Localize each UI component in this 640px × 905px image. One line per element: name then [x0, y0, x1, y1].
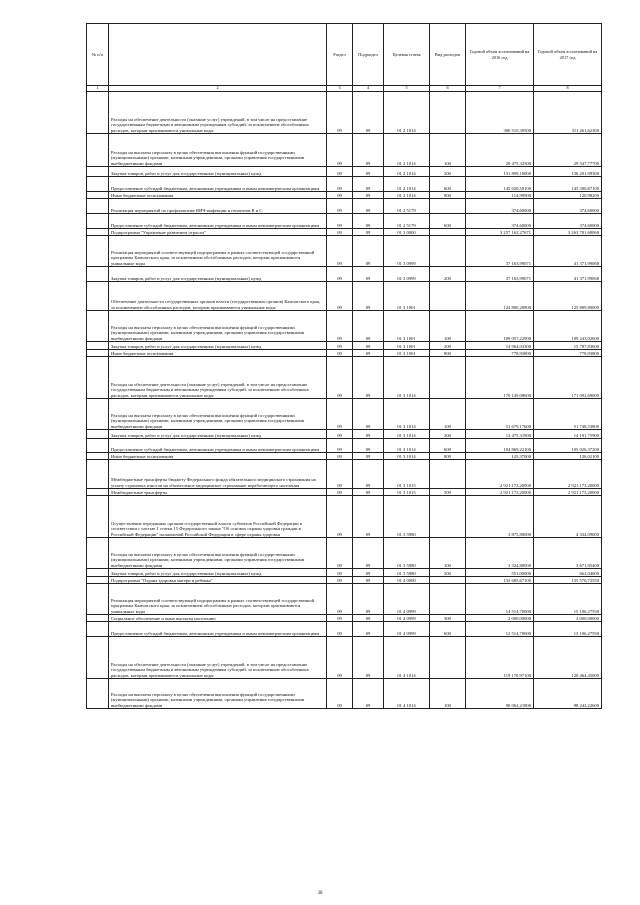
row-num-cell [87, 192, 109, 199]
row-amount-2017-cell: 4 334,09000 [534, 496, 602, 538]
row-amount-2016-cell: 778,93800 [466, 350, 534, 357]
row-amount-2016-cell: 37 163,99071 [466, 236, 534, 267]
row-amount-2016-cell: 170 149,08600 [466, 357, 534, 399]
row-name-cell: Межбюджетные трансферты [109, 489, 327, 496]
row-num-cell [87, 453, 109, 460]
row-subsection-cell: 09 [353, 615, 384, 622]
table-row [87, 229, 602, 236]
column-number: 3 [327, 86, 353, 92]
column-number: 2 [109, 86, 327, 92]
row-subsection-cell: 09 [353, 342, 384, 350]
row-subsection-cell: 09 [353, 569, 384, 577]
row-target-cell: 01 3 1015 [384, 489, 430, 496]
column-number: 1 [87, 86, 109, 92]
table-row [87, 615, 602, 622]
row-amount-2016-cell: 306 510,39500 [466, 92, 534, 134]
row-subsection-cell: 09 [353, 236, 384, 267]
row-section-cell: 09 [327, 311, 353, 342]
row-target-cell: 01 4 1014 [384, 679, 430, 709]
row-amount-2016-cell: 2 921 173,20000 [466, 489, 534, 496]
row-name-cell: Подпрограмма "Охрана здоровья матери и ребенка" [109, 577, 327, 584]
row-amount-2016-cell: 104 869,22100 [466, 439, 534, 453]
table-row [87, 679, 602, 709]
column-number: 4 [353, 86, 384, 92]
row-section-cell: 09 [327, 399, 353, 430]
row-expense-type-cell [430, 229, 466, 236]
row-subsection-cell: 09 [353, 177, 384, 192]
table-row [87, 399, 602, 430]
header-num: № п/п [87, 24, 109, 86]
table-row [87, 282, 602, 311]
row-num-cell [87, 214, 109, 229]
row-name-cell: Подпрограмма "Управление развитием отрасли" [109, 229, 327, 236]
row-subsection-cell: 09 [353, 134, 384, 167]
row-amount-2016-cell: 37 163,99071 [466, 267, 534, 282]
row-expense-type-cell: 200 [430, 267, 466, 282]
row-subsection-cell: 09 [353, 350, 384, 357]
row-expense-type-cell: 800 [430, 192, 466, 199]
row-amount-2016-cell: 13 475,31900 [466, 430, 534, 439]
row-amount-2016-cell: 114,99900 [466, 192, 534, 199]
row-target-cell: 01 3 1014 [384, 430, 430, 439]
row-subsection-cell: 09 [353, 399, 384, 430]
row-subsection-cell: 09 [353, 92, 384, 134]
row-expense-type-cell: 800 [430, 350, 466, 357]
row-amount-2017-cell: 145 390,87100 [534, 177, 602, 192]
row-name-cell: Межбюджетные трансферты бюджету Федерального фонда обязательного медицинского страхования на уплату страховых взносов на обязательное медицинское страхование неработающего населения [109, 460, 327, 489]
header-target: Целевая статья [384, 24, 430, 86]
row-section-cell: 09 [327, 584, 353, 615]
table-row [87, 214, 602, 229]
row-num-cell [87, 637, 109, 679]
column-number: 8 [534, 86, 602, 92]
row-expense-type-cell [430, 282, 466, 311]
row-target-cell: 01 3 1001 [384, 350, 430, 357]
table-row [87, 134, 602, 167]
row-num-cell [87, 134, 109, 167]
row-amount-2017-cell: 109 243,02600 [534, 311, 602, 342]
row-name-cell: Расходы на выплаты персоналу в целях обеспечения выполнения функций государственными (муниципальными) органами, казенными учреждениями, органами управления государственными внебюджетными фондами [109, 399, 327, 430]
row-subsection-cell: 09 [353, 489, 384, 496]
row-expense-type-cell: 200 [430, 167, 466, 177]
row-section-cell: 09 [327, 236, 353, 267]
row-target-cell: 01 3 1001 [384, 282, 430, 311]
row-amount-2016-cell: 119 170,97100 [466, 637, 534, 679]
header-name [109, 24, 327, 86]
row-section-cell: 09 [327, 92, 353, 134]
row-section-cell: 09 [327, 577, 353, 584]
row-target-cell: 01 3 5980 [384, 538, 430, 569]
row-amount-2016-cell: 51 679,17600 [466, 399, 534, 430]
row-amount-2017-cell: 662,04600 [534, 569, 602, 577]
row-amount-2016-cell: 3 257 162,27671 [466, 229, 534, 236]
row-expense-type-cell: 100 [430, 679, 466, 709]
table-row [87, 167, 602, 177]
table-row [87, 489, 602, 496]
row-target-cell: 01 3 5980 [384, 569, 430, 577]
row-name-cell: Социальное обеспечение и иные выплаты населению [109, 615, 327, 622]
row-section-cell: 09 [327, 342, 353, 350]
row-target-cell: 01 2 1014 [384, 167, 430, 177]
table-row [87, 267, 602, 282]
row-expense-type-cell [430, 357, 466, 399]
row-amount-2017-cell: 51 748,53800 [534, 399, 602, 430]
row-amount-2016-cell: 12 514,70000 [466, 622, 534, 637]
row-section-cell: 09 [327, 229, 353, 236]
row-section-cell: 09 [327, 192, 353, 199]
row-num-cell [87, 167, 109, 177]
row-num-cell [87, 489, 109, 496]
row-amount-2017-cell: 13 106,27550 [534, 622, 602, 637]
row-num-cell [87, 350, 109, 357]
row-section-cell: 09 [327, 622, 353, 637]
row-subsection-cell: 09 [353, 267, 384, 282]
row-name-cell: Расходы на выплаты персоналу в целях обеспечения выполнения функций государственными (муниципальными) органами, казенными учреждениями, органами управления государственными внебюджетными фондами [109, 311, 327, 342]
table-row [87, 439, 602, 453]
row-amount-2017-cell: 136 201,99300 [534, 167, 602, 177]
row-section-cell: 09 [327, 569, 353, 577]
table-row [87, 350, 602, 357]
row-name-cell: Расходы на обеспечение деятельности (оказание услуг) учреждений, в том числе на предоставление государственным бюджетным и автономным учреждениям субсидий, за исключением обособленных расходов, которым присваиваются уникальные коды [109, 357, 327, 399]
row-num-cell [87, 92, 109, 134]
row-name-cell: Закупка товаров, работ и услуг для государственных (муниципальных) нужд [109, 569, 327, 577]
row-target-cell: 01 4 1014 [384, 637, 430, 679]
row-num-cell [87, 199, 109, 214]
row-target-cell: 01 3 0999 [384, 236, 430, 267]
row-section-cell: 09 [327, 214, 353, 229]
row-target-cell: 01 3 1001 [384, 311, 430, 342]
row-target-cell: 01 2 1014 [384, 134, 430, 167]
row-amount-2017-cell: 311 261,62300 [534, 92, 602, 134]
row-amount-2016-cell: 145 020,59100 [466, 177, 534, 192]
row-amount-2017-cell: 3 263 781,68068 [534, 229, 602, 236]
table-row [87, 622, 602, 637]
row-target-cell: 01 3 0999 [384, 267, 430, 282]
row-subsection-cell: 09 [353, 622, 384, 637]
row-expense-type-cell [430, 637, 466, 679]
row-section-cell: 09 [327, 430, 353, 439]
row-amount-2017-cell: 3 671,95400 [534, 538, 602, 569]
row-name-cell: Реализация мероприятий по профилактике ВИЧ-инфекции и гепатитов В и С [109, 199, 327, 214]
row-section-cell: 09 [327, 679, 353, 709]
row-name-cell: Предоставление субсидий бюджетным, автономным учреждениям и иным некоммерческим организациям [109, 177, 327, 192]
row-section-cell: 09 [327, 460, 353, 489]
row-amount-2017-cell: 15 787,83600 [534, 342, 602, 350]
row-expense-type-cell [430, 236, 466, 267]
row-target-cell: 01 3 0000 [384, 229, 430, 236]
row-num-cell [87, 460, 109, 489]
row-subsection-cell: 09 [353, 496, 384, 538]
row-amount-2016-cell: 125,37000 [466, 453, 534, 460]
row-section-cell: 09 [327, 615, 353, 622]
row-amount-2016-cell: 3 875,80000 [466, 496, 534, 538]
row-amount-2017-cell: 135 570,72550 [534, 577, 602, 584]
row-section-cell: 09 [327, 357, 353, 399]
row-num-cell [87, 577, 109, 584]
row-target-cell: 01 2 1014 [384, 192, 430, 199]
row-subsection-cell: 09 [353, 439, 384, 453]
row-amount-2017-cell: 778,93800 [534, 350, 602, 357]
row-expense-type-cell: 600 [430, 622, 466, 637]
row-amount-2017-cell: 125 809,80000 [534, 282, 602, 311]
row-name-cell: Реализация мероприятий соответствующей подпрограммы в рамках соответствующей государственной программы Камчатского края, за исключением обособленных расходов, которым присваиваются уникальные коды [109, 236, 327, 267]
table-row [87, 177, 602, 192]
row-target-cell: 01 4 0999 [384, 622, 430, 637]
row-target-cell: 01 3 1014 [384, 439, 430, 453]
row-num-cell [87, 267, 109, 282]
row-section-cell: 09 [327, 453, 353, 460]
row-section-cell: 09 [327, 350, 353, 357]
row-name-cell: Закупка товаров, работ и услуг для государственных (муниципальных) нужд [109, 342, 327, 350]
row-name-cell: Закупка товаров, работ и услуг для государственных (муниципальных) нужд [109, 430, 327, 439]
row-target-cell: 01 3 5980 [384, 496, 430, 538]
row-name-cell: Реализация мероприятий соответствующей подпрограммы в рамках соответствующей государственной программы Камчатского края, за исключением обособленных расходов, которым присваиваются уникальные коды [109, 584, 327, 615]
table-row [87, 92, 602, 134]
row-amount-2016-cell: 551,00000 [466, 569, 534, 577]
row-section-cell: 09 [327, 489, 353, 496]
table-row [87, 538, 602, 569]
row-amount-2017-cell: 120,98200 [534, 192, 602, 199]
row-name-cell: Предоставление субсидий бюджетным, автономным учреждениям и иным некоммерческим организациям [109, 439, 327, 453]
budget-table [86, 23, 602, 709]
row-subsection-cell: 09 [353, 311, 384, 342]
row-subsection-cell: 09 [353, 229, 384, 236]
row-expense-type-cell: 600 [430, 177, 466, 192]
row-section-cell: 09 [327, 637, 353, 679]
table-row [87, 460, 602, 489]
table-row [87, 496, 602, 538]
row-expense-type-cell: 100 [430, 311, 466, 342]
row-target-cell: 01 2 1014 [384, 177, 430, 192]
row-target-cell: 01 3 1015 [384, 460, 430, 489]
row-subsection-cell: 09 [353, 584, 384, 615]
row-expense-type-cell: 100 [430, 134, 466, 167]
row-name-cell: Предоставление субсидий бюджетным, автономным учреждениям и иным некоммерческим организациям [109, 622, 327, 637]
header-amount-2017: Годовой объем ассигнований на 2017 год [534, 24, 602, 86]
row-expense-type-cell: 300 [430, 615, 466, 622]
row-amount-2016-cell: 2 921 173,20000 [466, 460, 534, 489]
header-section: Раздел [327, 24, 353, 86]
row-name-cell: Расходы на обеспечение деятельности (оказание услуг) учреждений, в том числе на предоставление государственным бюджетным и автономным учреждениям субсидий, за исключением обособленных расходов, которым присваиваются уникальные коды [109, 637, 327, 679]
row-amount-2017-cell: 15 106,27550 [534, 584, 602, 615]
row-num-cell [87, 569, 109, 577]
row-amount-2016-cell: 14 514,70000 [466, 584, 534, 615]
table-row [87, 569, 602, 577]
row-name-cell: Закупка товаров, работ и услуг для государственных (муниципальных) нужд [109, 167, 327, 177]
row-num-cell [87, 342, 109, 350]
row-subsection-cell: 09 [353, 167, 384, 177]
row-expense-type-cell [430, 584, 466, 615]
row-num-cell [87, 229, 109, 236]
row-section-cell: 09 [327, 282, 353, 311]
row-expense-type-cell [430, 199, 466, 214]
row-num-cell [87, 622, 109, 637]
row-expense-type-cell: 200 [430, 430, 466, 439]
row-amount-2016-cell: 98 062,21800 [466, 679, 534, 709]
row-subsection-cell: 09 [353, 192, 384, 199]
row-subsection-cell: 09 [353, 460, 384, 489]
row-amount-2016-cell: 133 685,67100 [466, 577, 534, 584]
row-target-cell: 01 4 0000 [384, 577, 430, 584]
row-amount-2016-cell: 109 057,22900 [466, 311, 534, 342]
row-amount-2017-cell: 126,02100 [534, 453, 602, 460]
row-section-cell: 09 [327, 177, 353, 192]
row-expense-type-cell [430, 92, 466, 134]
row-amount-2016-cell: 3 324,80000 [466, 538, 534, 569]
row-name-cell: Иные бюджетные ассигнования [109, 453, 327, 460]
row-expense-type-cell: 200 [430, 342, 466, 350]
row-amount-2017-cell: 14 191,75900 [534, 430, 602, 439]
row-section-cell: 09 [327, 496, 353, 538]
row-target-cell: 01 3 1014 [384, 357, 430, 399]
row-section-cell: 09 [327, 538, 353, 569]
row-expense-type-cell: 600 [430, 214, 466, 229]
row-section-cell: 09 [327, 267, 353, 282]
table-row [87, 311, 602, 342]
row-num-cell [87, 496, 109, 538]
row-name-cell: Иные бюджетные ассигнования [109, 192, 327, 199]
row-amount-2016-cell: 124 800,20800 [466, 282, 534, 311]
table-row [87, 192, 602, 199]
row-expense-type-cell [430, 460, 466, 489]
row-num-cell [87, 439, 109, 453]
row-name-cell: Расходы на выплаты персоналу в целях обеспечения выполнения функций государственными (муниципальными) органами, казенными учреждениями, органами управления государственными внебюджетными фондами [109, 679, 327, 709]
row-num-cell [87, 615, 109, 622]
row-amount-2017-cell: 2 921 173,20000 [534, 489, 602, 496]
row-target-cell: 01 3 1014 [384, 399, 430, 430]
row-subsection-cell: 09 [353, 214, 384, 229]
row-target-cell: 01 3 1001 [384, 342, 430, 350]
row-amount-2017-cell: 2 921 173,20000 [534, 460, 602, 489]
column-number: 7 [466, 86, 534, 92]
row-target-cell: 01 2 1014 [384, 92, 430, 134]
row-num-cell [87, 282, 109, 311]
row-amount-2017-cell: 374,60000 [534, 199, 602, 214]
row-target-cell: 01 4 0999 [384, 584, 430, 615]
table-row [87, 453, 602, 460]
row-subsection-cell: 09 [353, 199, 384, 214]
row-amount-2017-cell: 171 092,69000 [534, 357, 602, 399]
row-expense-type-cell: 800 [430, 453, 466, 460]
row-expense-type-cell: 500 [430, 489, 466, 496]
row-subsection-cell: 09 [353, 577, 384, 584]
table-row [87, 637, 602, 679]
row-num-cell [87, 584, 109, 615]
row-expense-type-cell: 200 [430, 569, 466, 577]
table-row [87, 342, 602, 350]
row-amount-2017-cell: 105 026,37200 [534, 439, 602, 453]
row-name-cell: Осуществление переданных органам государственной власти субъектов Российской Федерации в соответствии с частью 1 статьи 15 Федерального закона "Об основах охраны здоровья граждан в Российской Федерации" полномочий Российской Федерации в сфере охраны здоровья [109, 496, 327, 538]
budget-document [86, 23, 601, 709]
row-expense-type-cell: 100 [430, 538, 466, 569]
row-amount-2016-cell: 374,60000 [466, 199, 534, 214]
row-amount-2016-cell: 14 964,03300 [466, 342, 534, 350]
row-amount-2017-cell: 98 242,22600 [534, 679, 602, 709]
row-subsection-cell: 09 [353, 282, 384, 311]
row-amount-2017-cell: 41 371,99068 [534, 236, 602, 267]
row-num-cell [87, 357, 109, 399]
header-expense-type: Вид расходов [430, 24, 466, 86]
row-target-cell: 01 4 0999 [384, 615, 430, 622]
row-amount-2016-cell: 131 899,18000 [466, 167, 534, 177]
row-subsection-cell: 09 [353, 453, 384, 460]
row-name-cell: Расходы на выплаты персоналу в целях обеспечения выполнения функций государственными (муниципальными) органами, казенными учреждениями, органами управления государственными внебюджетными фондами [109, 538, 327, 569]
header-amount-2016: Годовой объем ассигнований на 2016 год [466, 24, 534, 86]
row-subsection-cell: 09 [353, 679, 384, 709]
row-num-cell [87, 311, 109, 342]
row-subsection-cell: 09 [353, 538, 384, 569]
row-subsection-cell: 09 [353, 357, 384, 399]
row-target-cell: 01 3 1014 [384, 453, 430, 460]
row-name-cell: Обеспечение деятельности государственных органов власти (государственных органов) Камчатского края, за исключением обособленных расходов, которым присваиваются уникальные коды [109, 282, 327, 311]
row-amount-2016-cell: 29 475,32500 [466, 134, 534, 167]
row-name-cell: Расходы на обеспечение деятельности (оказание услуг) учреждений, в том числе на предоставление государственным бюджетным и автономным учреждениям субсидий, за исключением обособленных расходов, которым присваиваются уникальные коды [109, 92, 327, 134]
row-amount-2017-cell: 374,60000 [534, 214, 602, 229]
row-num-cell [87, 236, 109, 267]
row-subsection-cell: 09 [353, 430, 384, 439]
row-section-cell: 09 [327, 134, 353, 167]
row-num-cell [87, 430, 109, 439]
table-row [87, 430, 602, 439]
table-body [87, 92, 602, 709]
row-name-cell: Предоставление субсидий бюджетным, автономным учреждениям и иным некоммерческим организациям [109, 214, 327, 229]
row-name-cell: Расходы на выплаты персоналу в целях обеспечения выполнения функций государственными (муниципальными) органами, казенными учреждениями, органами управления государственными внебюджетными фондами [109, 134, 327, 167]
row-amount-2017-cell: 120 464,45000 [534, 637, 602, 679]
row-subsection-cell: 09 [353, 637, 384, 679]
row-amount-2017-cell: 41 371,99068 [534, 267, 602, 282]
row-num-cell [87, 538, 109, 569]
row-amount-2017-cell: 29 547,77700 [534, 134, 602, 167]
table-row [87, 584, 602, 615]
row-target-cell: 01 2 5179 [384, 214, 430, 229]
row-section-cell: 09 [327, 167, 353, 177]
column-number: 5 [384, 86, 430, 92]
row-num-cell [87, 177, 109, 192]
table-row [87, 357, 602, 399]
row-amount-2016-cell: 374,60000 [466, 214, 534, 229]
row-section-cell: 09 [327, 199, 353, 214]
table-row [87, 577, 602, 584]
row-expense-type-cell: 600 [430, 439, 466, 453]
row-name-cell: Закупка товаров, работ и услуг для государственных (муниципальных) нужд [109, 267, 327, 282]
page-number: 38 [317, 891, 323, 896]
table-row [87, 236, 602, 267]
row-expense-type-cell [430, 577, 466, 584]
table-row [87, 199, 602, 214]
row-name-cell: Иные бюджетные ассигнования [109, 350, 327, 357]
row-num-cell [87, 399, 109, 430]
row-expense-type-cell: 100 [430, 399, 466, 430]
header-row [87, 24, 602, 86]
row-amount-2016-cell: 2 000,00000 [466, 615, 534, 622]
row-expense-type-cell [430, 496, 466, 538]
row-target-cell: 01 2 5179 [384, 199, 430, 214]
row-section-cell: 09 [327, 439, 353, 453]
row-num-cell [87, 679, 109, 709]
header-subsection: Подраздел [353, 24, 384, 86]
column-number: 6 [430, 86, 466, 92]
row-amount-2017-cell: 2 000,00000 [534, 615, 602, 622]
